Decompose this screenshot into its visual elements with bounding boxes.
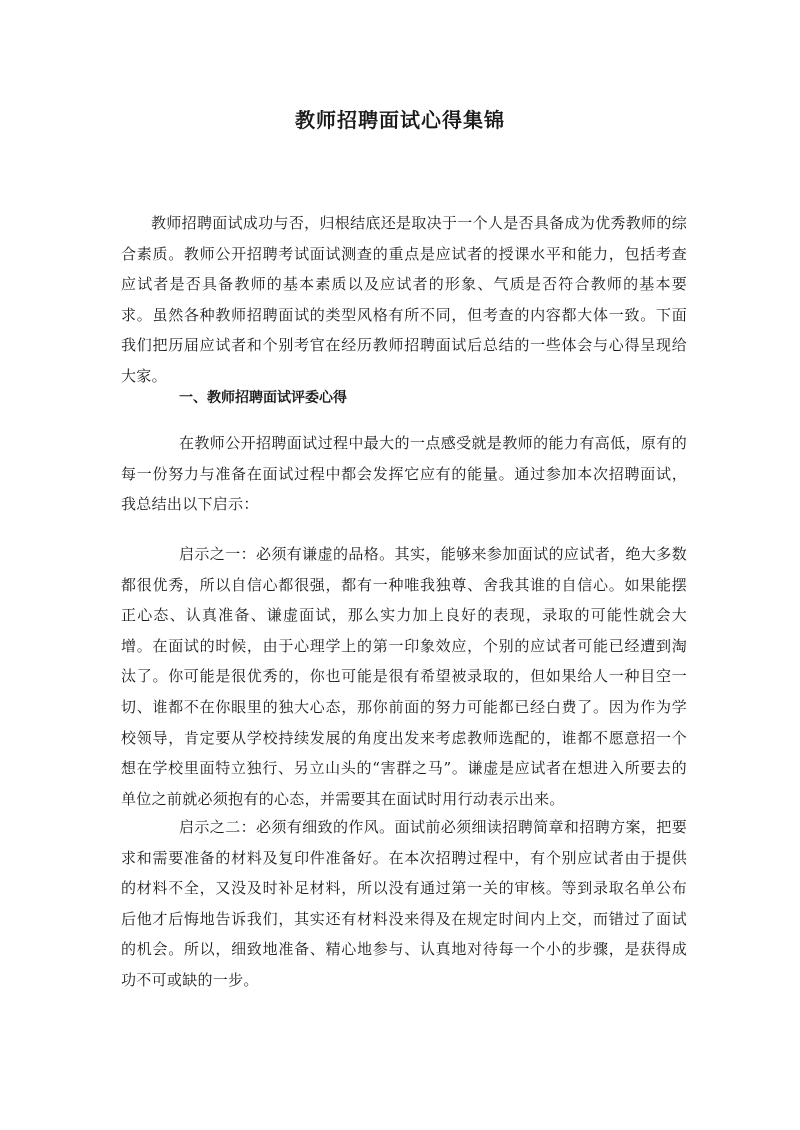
section-paragraph-2: 启示之一：必须有谦虚的品格。其实，能够来参加面试的应试者，绝大多数都很优秀，所以自信心都很强，都有一种唯我独尊、舍我其谁的自信心。如果能摆正心态、认真准备、谦虚面试，那么实力加上良好的表现，录取的可能性就会大增。在面试的时候，由于心理学上的第一印象效应，个别的应试者可能已经遭到淘汰了。你可能是很优秀的，你也可能是很有希望被录取的，但如果给人一种目空一切、谁都不在你眼里的独大心态，那你前面的努力可能都已经白费了。因为作为学校领导，肯定要从学校持续发展的角度出发来考虑教师选配的，谁都不愿意招一个想在学校里面特立独行、另立山头的“害群之马”。谦虚是应试者在想进入所要去的单位之前就必须抱有的心态，并需要其在面试时用行动表示出来。 <box>121 545 687 808</box>
section-heading: 一、教师招聘面试评委心得 <box>179 390 347 406</box>
section-paragraph-3: 启示之二：必须有细致的作风。面试前必须细读招聘简章和招聘方案，把要求和需要准备的材料及复印件准备好。在本次招聘过程中，有个别应试者由于提供的材料不全，又没及时补足材料，所以没有通过第一关的审核。等到录取名单公布后他才后悔地告诉我们，其实还有材料没来得及在规定时间内上交，而错过了面试的机会。所以，细致地准备、精心地参与、认真地对待每一个小的步骤，是获得成功不可或缺的一步。 <box>121 818 687 989</box>
intro-paragraph: 教师招聘面试成功与否，归根结底还是取决于一个人是否具备成为优秀教师的综合素质。教师公开招聘考试面试测查的重点是应试者的授课水平和能力，包括考查应试者是否具备教师的基本素质以及应试者的形象、气质是否符合教师的基本要求。虽然各种教师招聘面试的类型风格有所不同，但考查的内容都大体一致。下面我们把历届应试者和个别考官在经历教师招聘面试后总结的一些体会与心得呈现给大家。 <box>121 214 687 385</box>
document-title: 教师招聘面试心得集锦 <box>295 108 505 132</box>
section-paragraph-1: 在教师公开招聘面试过程中最大的一点感受就是教师的能力有高低，原有的每一份努力与准备在面试过程中都会发挥它应有的能量。通过参加本次招聘面试，我总结出以下启示： <box>121 434 687 514</box>
